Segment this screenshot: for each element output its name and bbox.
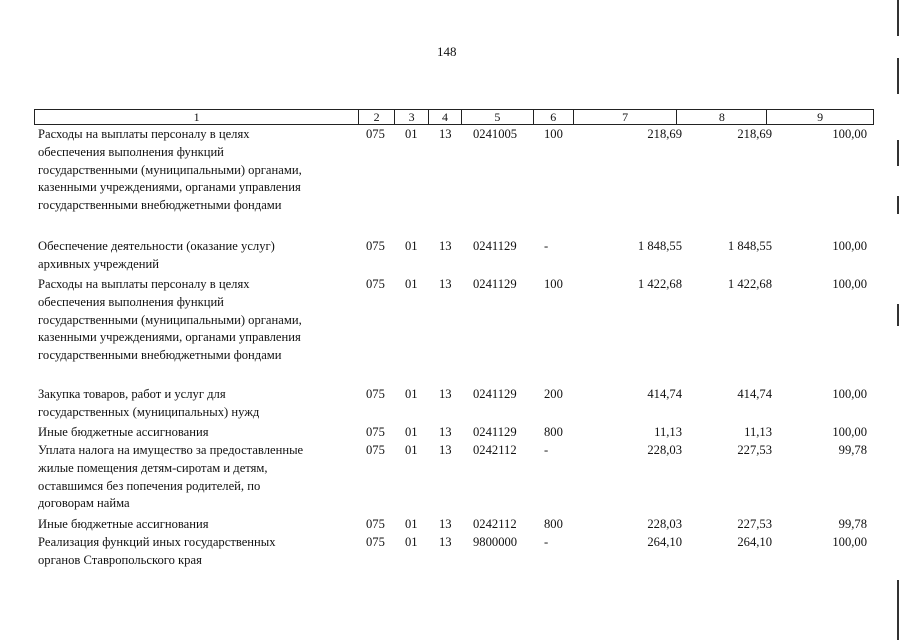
row-description <box>38 238 348 274</box>
cell-c2: 075 <box>366 517 385 531</box>
cell-c3: 01 <box>405 127 418 141</box>
row-description-line: Иные бюджетные ассигнования <box>38 517 209 531</box>
cell-c3: 01 <box>405 425 418 439</box>
cell-c5: 0242112 <box>473 443 517 457</box>
cell-c2: 075 <box>366 387 385 401</box>
header-cell: 2 <box>359 110 395 124</box>
cell-c3: 01 <box>405 387 418 401</box>
row-description <box>38 276 348 365</box>
cell-c7: 218,69 <box>647 127 682 141</box>
row-description-line: оставшимся без попечения родителей, по <box>38 478 261 493</box>
cell-c4: 13 <box>439 517 452 531</box>
cell-c5: 0241129 <box>473 387 517 401</box>
cell-c7: 11,13 <box>654 425 682 439</box>
row-description-line: Расходы на выплаты персоналу в целях <box>38 277 250 291</box>
cell-c4: 13 <box>439 127 452 141</box>
header-cell: 9 <box>817 110 824 124</box>
cell-c2: 075 <box>366 425 385 439</box>
cell-c7: 228,03 <box>647 517 682 531</box>
row-description-line: архивных учреждений <box>38 256 159 271</box>
scan-edge-mark <box>897 58 899 94</box>
row-description <box>38 126 348 215</box>
scan-edge-mark <box>897 304 899 326</box>
header-cell: 7 <box>574 110 678 124</box>
cell-c9: 100,00 <box>832 425 867 439</box>
row-description-line: договорам найма <box>38 496 130 511</box>
cell-c9: 100,00 <box>832 127 867 141</box>
header-cell: 4 <box>429 110 462 124</box>
cell-c3: 01 <box>405 535 418 549</box>
cell-c4: 13 <box>439 425 452 439</box>
cell-c6: - <box>544 535 549 549</box>
row-description-line: Закупка товаров, работ и услуг для <box>38 387 226 401</box>
cell-c7: 228,03 <box>647 443 682 457</box>
row-description <box>38 424 348 442</box>
cell-c9: 100,00 <box>832 535 867 549</box>
header-cell: 3 <box>395 110 429 124</box>
row-description <box>38 534 348 570</box>
cell-c4: 13 <box>439 535 452 549</box>
cell-c7: 264,10 <box>647 535 682 549</box>
scan-edge-mark <box>897 196 899 214</box>
row-description-line: Уплата налога на имущество за предоставленные <box>38 443 304 457</box>
row-description <box>38 516 348 534</box>
cell-c9: 100,00 <box>832 277 867 291</box>
table-header-row <box>34 109 874 125</box>
cell-c5: 9800000 <box>473 535 518 549</box>
cell-c2: 075 <box>366 535 385 549</box>
cell-c9: 99,78 <box>838 443 867 457</box>
cell-c5: 0241129 <box>473 239 517 253</box>
scan-edge-mark <box>897 0 899 36</box>
cell-c8: 414,74 <box>737 387 772 401</box>
cell-c4: 13 <box>439 239 452 253</box>
cell-c6: 200 <box>544 387 563 401</box>
row-description-line: государственными (муниципальными) органами, <box>38 312 302 327</box>
cell-c3: 01 <box>405 239 418 253</box>
cell-c7: 1 848,55 <box>637 239 682 253</box>
row-description-line: органов Ставропольского края <box>38 552 202 567</box>
cell-c8: 227,53 <box>737 443 772 457</box>
row-description-line: Обеспечение деятельности (оказание услуг) <box>38 239 275 253</box>
cell-c2: 075 <box>366 127 385 141</box>
scan-edge-mark <box>897 140 899 166</box>
cell-c6: - <box>544 443 549 457</box>
row-description-line: государственными внебюджетными фондами <box>38 348 282 363</box>
row-description-line: Реализация функций иных государственных <box>38 535 276 549</box>
row-description-line: казенными учреждениями, органами управления <box>38 330 301 345</box>
row-description-line: обеспечения выполнения функций <box>38 294 224 309</box>
cell-c5: 0242112 <box>473 517 517 531</box>
header-cell: 5 <box>462 110 534 124</box>
row-description-line: казенными учреждениями, органами управления <box>38 180 301 195</box>
cell-c3: 01 <box>405 443 418 457</box>
cell-c9: 99,78 <box>838 517 867 531</box>
row-description-line: государственных (муниципальных) нужд <box>38 404 260 419</box>
cell-c3: 01 <box>405 517 418 531</box>
header-cell: 6 <box>534 110 574 124</box>
cell-c9: 100,00 <box>832 239 867 253</box>
scan-edge-mark <box>897 580 899 640</box>
cell-c6: 800 <box>544 517 563 531</box>
cell-c2: 075 <box>366 443 385 457</box>
cell-c8: 11,13 <box>744 425 772 439</box>
cell-c6: 100 <box>544 277 563 291</box>
cell-c6: 100 <box>544 127 563 141</box>
cell-c9: 100,00 <box>832 387 867 401</box>
cell-c8: 218,69 <box>737 127 772 141</box>
cell-c5: 0241129 <box>473 425 517 439</box>
header-cell: 8 <box>677 110 767 124</box>
row-description-line: государственными внебюджетными фондами <box>38 198 282 213</box>
cell-c5: 0241005 <box>473 127 518 141</box>
row-description-line: Иные бюджетные ассигнования <box>38 425 209 439</box>
cell-c5: 0241129 <box>473 277 517 291</box>
cell-c4: 13 <box>439 387 452 401</box>
cell-c6: 800 <box>544 425 563 439</box>
row-description-line: обеспечения выполнения функций <box>38 144 224 159</box>
cell-c8: 227,53 <box>737 517 772 531</box>
cell-c7: 1 422,68 <box>637 277 682 291</box>
page-number: 148 <box>437 44 457 59</box>
row-description-line: Расходы на выплаты персоналу в целях <box>38 127 250 141</box>
cell-c2: 075 <box>366 277 385 291</box>
cell-c4: 13 <box>439 443 452 457</box>
header-cell: 1 <box>35 110 359 124</box>
row-description <box>38 386 348 422</box>
cell-c4: 13 <box>439 277 452 291</box>
cell-c7: 414,74 <box>647 387 682 401</box>
cell-c3: 01 <box>405 277 418 291</box>
row-description <box>38 442 348 513</box>
row-description-line: государственными (муниципальными) органами, <box>38 162 302 177</box>
cell-c2: 075 <box>366 239 385 253</box>
cell-c8: 1 422,68 <box>727 277 772 291</box>
row-description-line: жилые помещения детям-сиротам и детям, <box>38 460 268 475</box>
cell-c8: 1 848,55 <box>727 239 772 253</box>
cell-c8: 264,10 <box>737 535 772 549</box>
cell-c6: - <box>544 239 549 253</box>
